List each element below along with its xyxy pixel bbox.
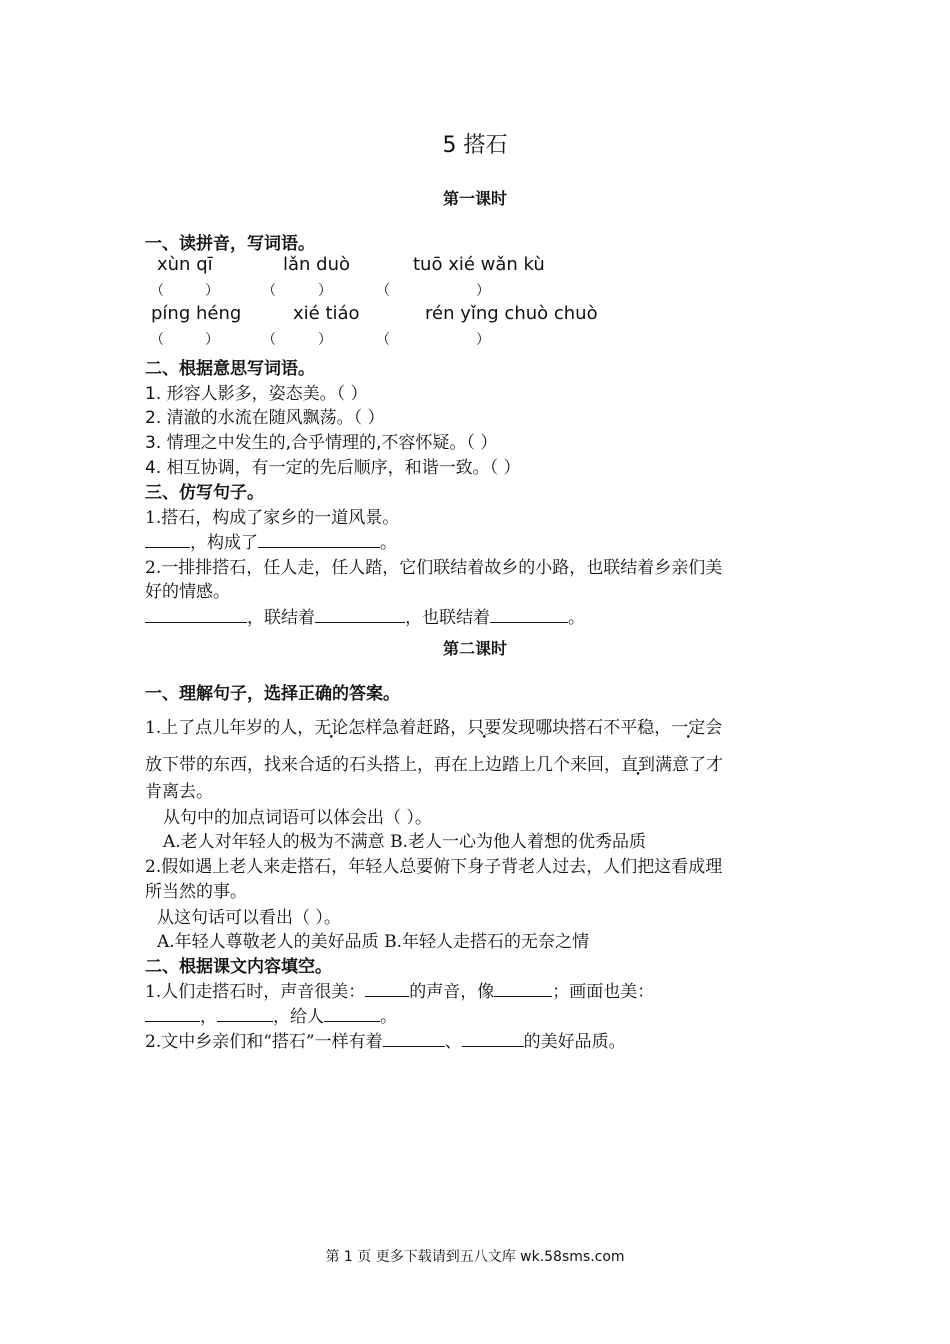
dotted-word: 一定 xyxy=(671,718,706,738)
question-1: 从句中的加点词语可以体会出（ ）。 xyxy=(163,808,432,828)
l2-q1-heading: 一、理解句子，选择正确的答案。 xyxy=(145,684,400,704)
fill-text: ， xyxy=(200,1007,217,1027)
lesson2-heading: 第二课时 xyxy=(442,639,507,658)
fill-text: 、 xyxy=(444,1032,462,1052)
answer-paren-close: ） xyxy=(205,332,219,348)
answer-paren-close: ） xyxy=(476,283,490,299)
pinyin: rén yǐng chuò chuò xyxy=(425,303,598,324)
blank[interactable] xyxy=(462,1032,524,1047)
pinyin: lǎn duò xyxy=(283,254,351,275)
blank[interactable] xyxy=(383,1032,445,1047)
model-sentence-1: 1.搭石，构成了家乡的一道风景。 xyxy=(145,508,400,528)
fill-line-3 xyxy=(145,977,654,1002)
passage-text: 怎样急着赶路， xyxy=(348,718,468,738)
blank[interactable] xyxy=(145,533,190,548)
passage-1-line-2 xyxy=(145,750,723,775)
answer-paren-close: ） xyxy=(205,283,219,299)
pinyin: xié tiáo xyxy=(293,303,360,324)
l1-q1-heading: 一、读拼音，写词语。 xyxy=(145,234,315,254)
answer-paren-open: （ xyxy=(262,283,276,299)
lesson1-heading: 第一课时 xyxy=(442,189,507,208)
page-footer: 第 1 页 更多下载请到五八文库 wk.58sms.com xyxy=(325,1249,625,1265)
options-2: A.年轻人尊敬老人的美好品质 B.年轻人走搭石的无奈之情 xyxy=(157,932,589,952)
fill-text: 1.人们走搭石时，声音很美： xyxy=(145,982,366,1002)
passage-text: 放下带的东西，找来合适的石头搭上，再在上边踏上几个来回， xyxy=(145,755,621,775)
dotted-word: 只要 xyxy=(467,718,502,738)
blank[interactable] xyxy=(315,608,405,623)
question-2: 从这句话可以看出（ ）。 xyxy=(157,908,341,928)
answer-paren-open: （ xyxy=(150,332,164,348)
blank[interactable] xyxy=(258,533,380,548)
model-sentence-2: 2.一排排搭石，任人走，任人踏，它们联结着故乡的小路，也联结着乡亲们美 xyxy=(145,558,723,578)
fill-text: 。 xyxy=(380,1007,397,1027)
blank[interactable] xyxy=(217,1007,273,1022)
pinyin: tuō xié wǎn kù xyxy=(413,254,545,275)
passage-text: 1.上了点儿年岁的人， xyxy=(145,718,315,738)
answer-paren-close: ） xyxy=(318,283,332,299)
model-sentence-2-cont: 好的情感。 xyxy=(145,582,230,602)
passage-1-line-1 xyxy=(145,713,722,738)
l1-q2-heading: 二、根据意思写词语。 xyxy=(145,359,315,379)
blank[interactable] xyxy=(145,1007,200,1022)
answer-paren-close: ） xyxy=(318,332,332,348)
answer-paren-open: （ xyxy=(376,283,390,299)
options-1: A.老人对年轻人的极为不满意 B.老人一心为他人着想的优秀品质 xyxy=(163,832,646,852)
blank[interactable] xyxy=(365,982,409,997)
fill-text: ；画面也美： xyxy=(552,982,655,1002)
fill-line-4 xyxy=(145,1002,397,1027)
fill-text: 。 xyxy=(568,608,585,628)
answer-paren-open: （ xyxy=(150,283,164,299)
q2-item: 2. 清澈的水流在随风飘荡。（ ） xyxy=(145,408,385,428)
fill-text: ，给人 xyxy=(273,1007,324,1027)
l1-q3-heading: 三、仿写句子。 xyxy=(145,483,264,503)
fill-text: 2.文中乡亲们和“搭石”一样有着 xyxy=(145,1032,383,1052)
fill-text: ，构成了 xyxy=(190,533,258,553)
blank[interactable] xyxy=(494,982,552,997)
blank[interactable] xyxy=(324,1007,380,1022)
q2-item: 3. 情理之中发生的,合乎情理的,不容怀疑。（ ） xyxy=(145,433,498,453)
fill-text: 的美好品质。 xyxy=(523,1032,626,1052)
answer-paren-open: （ xyxy=(376,332,390,348)
fill-text: ，联结着 xyxy=(247,608,315,628)
answer-paren-open: （ xyxy=(262,332,276,348)
fill-text: ，也联结着 xyxy=(405,608,490,628)
passage-2-line-2: 所当然的事。 xyxy=(145,882,247,902)
dotted-word: 直到 xyxy=(621,755,655,775)
blank[interactable] xyxy=(145,608,247,623)
q2-item: 1. 形容人影多，姿态美。（ ） xyxy=(145,384,368,404)
pinyin: xùn qī xyxy=(157,254,213,275)
page-title: 5 搭石 xyxy=(442,133,508,158)
q2-item: 4. 相互协调，有一定的先后顺序，和谐一致。（ ） xyxy=(145,458,521,478)
l2-q2-heading: 二、根据课文内容填空。 xyxy=(145,957,332,977)
answer-paren-close: ） xyxy=(476,332,490,348)
fill-line-5 xyxy=(145,1027,626,1052)
passage-text: 发现哪块搭石不平稳， xyxy=(501,718,672,738)
passage-1-line-3: 肯离去。 xyxy=(145,782,213,802)
passage-text: 满意了才 xyxy=(655,755,723,775)
fill-text: 的声音，像 xyxy=(409,982,495,1002)
blank[interactable] xyxy=(490,608,568,623)
passage-text: 会 xyxy=(705,718,723,738)
fill-line-2 xyxy=(145,603,585,628)
fill-text: 。 xyxy=(380,533,397,553)
dotted-word: 无论 xyxy=(314,718,349,738)
fill-line-1 xyxy=(145,528,397,553)
pinyin: píng héng xyxy=(151,303,242,324)
passage-2-line-1: 2.假如遇上老人来走搭石，年轻人总要俯下身子背老人过去，人们把这看成理 xyxy=(145,857,723,877)
